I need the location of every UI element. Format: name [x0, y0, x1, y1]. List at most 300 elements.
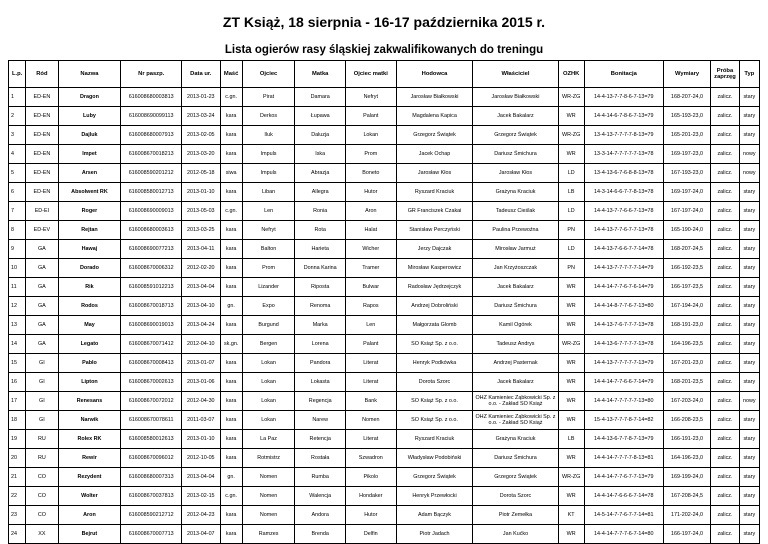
cell-hodowca: SO Książ Sp. z o.o. — [396, 411, 473, 430]
cell-ojciec-matki: Boneto — [345, 164, 396, 183]
cell-ozhk: WR — [558, 278, 584, 297]
cell-ozhk: WR-ZG — [558, 126, 584, 145]
cell-paszport: 616008690009013 — [121, 202, 182, 221]
cell-wlasciciel: Jacek Bakalarz — [473, 278, 558, 297]
cell-rod: GI — [26, 411, 58, 430]
cell-wlasciciel: OHZ Kamieniec Ząbkowicki Sp. z o.o. - Zakład SO Książ — [473, 392, 558, 411]
cell-proba: zalicz. — [711, 373, 739, 392]
col-header-typ: Typ — [739, 61, 759, 88]
cell-matka: Iska — [295, 145, 346, 164]
cell-matka: Riposta — [295, 278, 346, 297]
cell-data-ur: 2013-03-25 — [182, 221, 220, 240]
cell-wymiary: 167-197-24,0 — [663, 202, 711, 221]
cell-nazwa: Renesans — [58, 392, 121, 411]
cell-proba: zalicz. — [711, 354, 739, 373]
table-row — [9, 354, 760, 373]
cell-ojciec-matki: Bank — [345, 392, 396, 411]
cell-rod: ED-EN — [26, 107, 58, 126]
cell-nazwa: Hawaj — [58, 240, 121, 259]
cell-ojciec-matki: Szwadron — [345, 449, 396, 468]
cell-hodowca: Jacek Ochap — [396, 145, 473, 164]
cell-ojciec-matki: Palant — [345, 335, 396, 354]
cell-data-ur: 2013-05-03 — [182, 202, 220, 221]
cell-bonitacja: 14-4-14-7-7-7-6-7-14=80 — [584, 525, 663, 544]
cell-typ: stary — [739, 202, 759, 221]
cell-proba: zalicz. — [711, 335, 739, 354]
cell-bonitacja: 14-4-14-7-7-6-6-7-14=79 — [584, 373, 663, 392]
cell-wymiary: 166-192-23,5 — [663, 259, 711, 278]
cell-matka: Walencja — [295, 487, 346, 506]
cell-wymiary: 166-197-24,0 — [663, 525, 711, 544]
cell-matka: Abrazja — [295, 164, 346, 183]
cell-typ: stary — [739, 525, 759, 544]
cell-nazwa: Roger — [58, 202, 121, 221]
cell-typ: stary — [739, 430, 759, 449]
cell-nazwa: Absolwent RK — [58, 183, 121, 202]
cell-ojciec: Liban — [242, 183, 295, 202]
cell-ojciec: Expo — [242, 297, 295, 316]
cell-hodowca: Jarosław Białkowski — [396, 88, 473, 107]
cell-ojciec-matki: Halat — [345, 221, 396, 240]
cell-ojciec-matki: Lokan — [345, 126, 396, 145]
cell-typ: stary — [739, 373, 759, 392]
col-header-ojciec-matki: Ojciec matki — [345, 61, 396, 88]
cell-wymiary: 169-197-23,0 — [663, 145, 711, 164]
cell-data-ur: 2013-02-05 — [182, 126, 220, 145]
cell-matka: Retencja — [295, 430, 346, 449]
cell-ozhk: WR — [558, 411, 584, 430]
table-row — [9, 525, 760, 544]
cell-matka: Andora — [295, 506, 346, 525]
cell-wymiary: 171-202-24,0 — [663, 506, 711, 525]
cell-ojciec: Lokan — [242, 373, 295, 392]
cell-nazwa: Lipton — [58, 373, 121, 392]
cell-bonitacja: 14-4-14-7-6-6-6-7-14=78 — [584, 487, 663, 506]
cell-nazwa: Aron — [58, 506, 121, 525]
cell-hodowca: Piotr Jadach — [396, 525, 473, 544]
cell-wlasciciel: Andrzej Pasternak — [473, 354, 558, 373]
cell-hodowca: Ryszard Kraciuk — [396, 430, 473, 449]
cell-rod: GA — [26, 259, 58, 278]
col-header-wymiary: Wymiary — [663, 61, 711, 88]
cell-nazwa: Bejrut — [58, 525, 121, 544]
cell-typ: stary — [739, 335, 759, 354]
cell-wlasciciel: Grzegorz Świątek — [473, 126, 558, 145]
cell-proba: zalicz. — [711, 430, 739, 449]
cell-bonitacja: 14-5-14-7-7-6-7-7-14=81 — [584, 506, 663, 525]
cell-bonitacja: 14-4-13-7-7-6-7-7-13=78 — [584, 221, 663, 240]
cell-rod: GA — [26, 240, 58, 259]
cell-ojciec-matki: Palant — [345, 107, 396, 126]
cell-masc: kara — [220, 525, 242, 544]
cell-data-ur: 2012-04-30 — [182, 392, 220, 411]
cell-proba: zalicz. — [711, 107, 739, 126]
page-title: ZT Książ, 18 sierpnia - 16-17 października 2015 r. — [222, 14, 546, 30]
cell-paszport: 616008670006312 — [121, 259, 182, 278]
cell-masc: kara — [220, 316, 242, 335]
cell-wlasciciel: Piotr Zemełka — [473, 506, 558, 525]
cell-hodowca: Jarosław Kłos — [396, 164, 473, 183]
cell-matka: Lokasta — [295, 373, 346, 392]
cell-masc: gn. — [220, 468, 242, 487]
cell-wlasciciel: Dariusz Śmichura — [473, 297, 558, 316]
cell-paszport: 616008670018213 — [121, 145, 182, 164]
stallions-table — [8, 60, 760, 544]
cell-wymiary: 169-197-24,0 — [663, 183, 711, 202]
cell-data-ur: 2011-03-07 — [182, 411, 220, 430]
cell-rod: ED-EN — [26, 145, 58, 164]
cell-masc: c.gn. — [220, 487, 242, 506]
cell-matka: Rumba — [295, 468, 346, 487]
cell-lp: 3 — [9, 126, 26, 145]
cell-wlasciciel: Grażyna Kraciuk — [473, 183, 558, 202]
cell-data-ur: 2013-01-07 — [182, 354, 220, 373]
cell-wlasciciel: Jarosław Kłos — [473, 164, 558, 183]
table-row — [9, 278, 760, 297]
cell-nazwa: Arsen — [58, 164, 121, 183]
cell-ozhk: LB — [558, 183, 584, 202]
cell-data-ur: 2013-01-06 — [182, 373, 220, 392]
cell-wymiary: 168-207-24,0 — [663, 88, 711, 107]
cell-hodowca: Dorota Szorc — [396, 373, 473, 392]
cell-wlasciciel: Jan Kućko — [473, 525, 558, 544]
table-row — [9, 430, 760, 449]
cell-lp: 19 — [9, 430, 26, 449]
cell-hodowca: Jerzy Dajczak — [396, 240, 473, 259]
cell-rod: GA — [26, 335, 58, 354]
cell-typ: stary — [739, 354, 759, 373]
cell-bonitacja: 14-4-13-6-7-7-7-7-13=78 — [584, 335, 663, 354]
cell-wlasciciel: OHZ Kamieniec Ząbkowicki Sp. z o.o. - Zakład SO Książ — [473, 411, 558, 430]
cell-lp: 15 — [9, 354, 26, 373]
cell-wymiary: 164-196-23,0 — [663, 449, 711, 468]
cell-data-ur: 2013-03-24 — [182, 107, 220, 126]
cell-typ: stary — [739, 107, 759, 126]
col-header-paszport: Nr paszp. — [121, 61, 182, 88]
cell-ojciec: Derkos — [242, 107, 295, 126]
cell-typ: stary — [739, 88, 759, 107]
cell-data-ur: 2013-04-07 — [182, 525, 220, 544]
cell-data-ur: 2013-04-10 — [182, 297, 220, 316]
cell-ojciec-matki: Tramer — [345, 259, 396, 278]
cell-ojciec: Prom — [242, 259, 295, 278]
table-row — [9, 164, 760, 183]
cell-proba: zalicz. — [711, 259, 739, 278]
cell-nazwa: Pablo — [58, 354, 121, 373]
cell-paszport: 616008680007913 — [121, 126, 182, 145]
cell-hodowca: Henryk Przewłocki — [396, 487, 473, 506]
cell-ojciec-matki: Prom — [345, 145, 396, 164]
cell-wlasciciel: Dariusz Śmichura — [473, 449, 558, 468]
cell-data-ur: 2013-01-23 — [182, 88, 220, 107]
cell-masc: kara — [220, 430, 242, 449]
cell-ojciec-matki: Literat — [345, 430, 396, 449]
cell-masc: kara — [220, 183, 242, 202]
cell-proba: zalicz. — [711, 278, 739, 297]
cell-hodowca: SO Książ Sp. z o.o. — [396, 335, 473, 354]
cell-wlasciciel: Paulina Przewoźna — [473, 221, 558, 240]
cell-wymiary: 168-191-23,0 — [663, 316, 711, 335]
cell-wymiary: 169-199-24,0 — [663, 468, 711, 487]
cell-typ: stary — [739, 240, 759, 259]
cell-ojciec: Nefryt — [242, 221, 295, 240]
cell-wymiary: 167-194-24,0 — [663, 297, 711, 316]
cell-masc: c.gn. — [220, 202, 242, 221]
cell-typ: stary — [739, 221, 759, 240]
cell-rod: RU — [26, 449, 58, 468]
cell-masc: kara — [220, 240, 242, 259]
cell-nazwa: Rezydent — [58, 468, 121, 487]
cell-nazwa: Rodos — [58, 297, 121, 316]
cell-ojciec-matki: Literat — [345, 373, 396, 392]
cell-data-ur: 2013-01-10 — [182, 183, 220, 202]
cell-paszport: 616008680003813 — [121, 88, 182, 107]
cell-wlasciciel: Jan Krzyżoszczak — [473, 259, 558, 278]
cell-lp: 12 — [9, 297, 26, 316]
cell-bonitacja: 14-4-14-7-7-7-7-7-13=80 — [584, 392, 663, 411]
cell-ojciec-matki: Len — [345, 316, 396, 335]
cell-paszport: 616008670096012 — [121, 449, 182, 468]
col-header-lp: L.p. — [9, 61, 26, 88]
cell-paszport: 616008670072012 — [121, 392, 182, 411]
cell-bonitacja: 14-4-13-7-7-7-7-7-13=79 — [584, 354, 663, 373]
cell-paszport: 616008580012713 — [121, 183, 182, 202]
cell-lp: 1 — [9, 88, 26, 107]
cell-ozhk: LD — [558, 202, 584, 221]
cell-matka: Donna Karina — [295, 259, 346, 278]
cell-masc: kara — [220, 411, 242, 430]
cell-data-ur: 2012-02-20 — [182, 259, 220, 278]
cell-data-ur: 2013-04-04 — [182, 468, 220, 487]
cell-lp: 24 — [9, 525, 26, 544]
cell-nazwa: May — [58, 316, 121, 335]
cell-bonitacja: 14-4-14-6-7-8-6-7-13=79 — [584, 107, 663, 126]
cell-masc: kara — [220, 506, 242, 525]
cell-data-ur: 2012-05-18 — [182, 164, 220, 183]
cell-masc: c.gn. — [220, 88, 242, 107]
cell-masc: kara — [220, 449, 242, 468]
cell-bonitacja: 14-4-14-7-7-7-7-8-13=81 — [584, 449, 663, 468]
cell-typ: nowy — [739, 164, 759, 183]
cell-masc: kara — [220, 373, 242, 392]
cell-typ: stary — [739, 316, 759, 335]
table-row — [9, 221, 760, 240]
cell-wlasciciel: Jacek Bakalarz — [473, 107, 558, 126]
cell-hodowca: Mirosław Kasperowicz — [396, 259, 473, 278]
table-row — [9, 183, 760, 202]
cell-nazwa: Wolter — [58, 487, 121, 506]
col-header-nazwa: Nazwa — [58, 61, 121, 88]
cell-ojciec: Nomen — [242, 487, 295, 506]
cell-masc: kara — [220, 221, 242, 240]
col-header-data-ur: Data ur. — [182, 61, 220, 88]
cell-wymiary: 165-193-23,0 — [663, 107, 711, 126]
cell-wymiary: 166-208-23,5 — [663, 411, 711, 430]
cell-paszport: 616008690077213 — [121, 240, 182, 259]
cell-nazwa: Dorado — [58, 259, 121, 278]
cell-wymiary: 167-201-23,0 — [663, 354, 711, 373]
cell-wlasciciel: Tadeusz Cieślak — [473, 202, 558, 221]
cell-lp: 21 — [9, 468, 26, 487]
cell-wlasciciel: Jarosław Białkowski — [473, 88, 558, 107]
cell-matka: Łupawa — [295, 107, 346, 126]
cell-paszport: 616008670002613 — [121, 373, 182, 392]
cell-ozhk: LB — [558, 430, 584, 449]
cell-ozhk: WR — [558, 525, 584, 544]
table-row — [9, 506, 760, 525]
cell-paszport: 616008690019013 — [121, 316, 182, 335]
cell-bonitacja: 14-4-13-7-6-6-7-7-14=78 — [584, 240, 663, 259]
cell-proba: zalicz. — [711, 316, 739, 335]
cell-rod: RU — [26, 430, 58, 449]
cell-ojciec: Lokan — [242, 411, 295, 430]
cell-ojciec-matki: Hutor — [345, 506, 396, 525]
cell-ozhk: WR — [558, 487, 584, 506]
cell-ozhk: WR — [558, 297, 584, 316]
cell-ozhk: WR — [558, 145, 584, 164]
table-row — [9, 240, 760, 259]
cell-lp: 23 — [9, 506, 26, 525]
cell-lp: 7 — [9, 202, 26, 221]
cell-matka: Narew — [295, 411, 346, 430]
cell-nazwa: Rejtan — [58, 221, 121, 240]
cell-typ: nowy — [739, 145, 759, 164]
cell-lp: 6 — [9, 183, 26, 202]
cell-paszport: 616008690099113 — [121, 107, 182, 126]
cell-lp: 13 — [9, 316, 26, 335]
cell-proba: zalicz. — [711, 506, 739, 525]
table-row — [9, 145, 760, 164]
cell-proba: zalicz. — [711, 487, 739, 506]
cell-wlasciciel: Mirosław Jarmuż — [473, 240, 558, 259]
cell-typ: stary — [739, 506, 759, 525]
cell-paszport: 616008580012613 — [121, 430, 182, 449]
cell-ojciec-matki: Hutor — [345, 183, 396, 202]
cell-rod: ED-EV — [26, 221, 58, 240]
cell-ojciec: Iluk — [242, 126, 295, 145]
cell-data-ur: 2013-02-15 — [182, 487, 220, 506]
list-subtitle: Lista ogierów rasy śląskiej zakwalifikowanych do treningu — [224, 44, 544, 56]
cell-proba: zalicz. — [711, 240, 739, 259]
cell-wlasciciel: Grażyna Kraciuk — [473, 430, 558, 449]
cell-typ: stary — [739, 487, 759, 506]
cell-matka: Daluzja — [295, 126, 346, 145]
cell-rod: GI — [26, 373, 58, 392]
cell-ozhk: LD — [558, 164, 584, 183]
cell-proba: zalicz. — [711, 297, 739, 316]
cell-matka: Harieta — [295, 240, 346, 259]
cell-ojciec: Bergen — [242, 335, 295, 354]
cell-hodowca: Henryk Podkówka — [396, 354, 473, 373]
cell-hodowca: Adam Bączyk — [396, 506, 473, 525]
cell-ojciec: Impuls — [242, 145, 295, 164]
cell-paszport: 616008670007713 — [121, 525, 182, 544]
cell-wlasciciel: Tadeusz Andrys — [473, 335, 558, 354]
cell-proba: zalicz. — [711, 411, 739, 430]
cell-proba: zalicz. — [711, 202, 739, 221]
cell-nazwa: Dajluk — [58, 126, 121, 145]
cell-masc: gn. — [220, 297, 242, 316]
cell-masc: kara — [220, 145, 242, 164]
table-row — [9, 373, 760, 392]
cell-rod: ED-EI — [26, 202, 58, 221]
cell-masc: sk.gn. — [220, 335, 242, 354]
cell-bonitacja: 13-3-14-7-7-7-7-7-13=78 — [584, 145, 663, 164]
cell-ojciec: Len — [242, 202, 295, 221]
cell-wymiary: 167-193-23,0 — [663, 164, 711, 183]
cell-masc: kara — [220, 259, 242, 278]
cell-proba: zalicz. — [711, 145, 739, 164]
col-header-proba: Próba zaprzęg — [711, 61, 739, 88]
cell-hodowca: Radosław Jędrzejczyk — [396, 278, 473, 297]
cell-ozhk: WR-ZG — [558, 88, 584, 107]
cell-wlasciciel: Jacek Bakalarz — [473, 373, 558, 392]
cell-proba: zalicz. — [711, 392, 739, 411]
cell-wlasciciel: Dariusz Śmichura — [473, 145, 558, 164]
cell-rod: ED-EN — [26, 126, 58, 145]
cell-lp: 4 — [9, 145, 26, 164]
cell-wlasciciel: Dorota Szorc — [473, 487, 558, 506]
cell-ozhk: WR — [558, 107, 584, 126]
cell-rod: GA — [26, 278, 58, 297]
cell-lp: 8 — [9, 221, 26, 240]
cell-ojciec: Pirat — [242, 88, 295, 107]
cell-bonitacja: 14-4-14-7-7-6-7-7-13=79 — [584, 468, 663, 487]
cell-typ: stary — [739, 297, 759, 316]
cell-ojciec: Ramzes — [242, 525, 295, 544]
cell-lp: 17 — [9, 392, 26, 411]
cell-wymiary: 168-207-24,5 — [663, 240, 711, 259]
cell-bonitacja: 14-4-13-6-7-7-8-7-13=79 — [584, 430, 663, 449]
cell-typ: stary — [739, 468, 759, 487]
cell-bonitacja: 13-4-13-7-7-7-7-8-13=79 — [584, 126, 663, 145]
cell-typ: nowy — [739, 392, 759, 411]
cell-paszport: 616008670018713 — [121, 297, 182, 316]
cell-nazwa: Rik — [58, 278, 121, 297]
cell-paszport: 616008591012213 — [121, 278, 182, 297]
cell-ojciec-matki: Wicher — [345, 240, 396, 259]
cell-wymiary: 168-201-23,5 — [663, 373, 711, 392]
cell-bonitacja: 15-4-13-7-7-7-8-7-14=82 — [584, 411, 663, 430]
cell-lp: 9 — [9, 240, 26, 259]
cell-wymiary: 165-201-23,0 — [663, 126, 711, 145]
cell-ozhk: WR — [558, 392, 584, 411]
cell-paszport: 616008670071412 — [121, 335, 182, 354]
cell-lp: 14 — [9, 335, 26, 354]
cell-rod: XX — [26, 525, 58, 544]
cell-ojciec-matki: Bulwar — [345, 278, 396, 297]
cell-ojciec-matki: Nomen — [345, 411, 396, 430]
cell-lp: 20 — [9, 449, 26, 468]
cell-hodowca: Grzegorz Świątek — [396, 468, 473, 487]
cell-lp: 10 — [9, 259, 26, 278]
col-header-hodowca: Hodowca — [396, 61, 473, 88]
cell-paszport: 616008680003613 — [121, 221, 182, 240]
col-header-matka: Matka — [295, 61, 346, 88]
cell-bonitacja: 14-4-13-7-7-8-6-7-13=79 — [584, 88, 663, 107]
table-row — [9, 335, 760, 354]
cell-lp: 11 — [9, 278, 26, 297]
cell-ojciec: La Paz — [242, 430, 295, 449]
cell-hodowca: Stanisław Perczyński — [396, 221, 473, 240]
cell-hodowca: Małgorzata Glomb — [396, 316, 473, 335]
cell-wlasciciel: Grzegorz Świątek — [473, 468, 558, 487]
cell-proba: zalicz. — [711, 525, 739, 544]
cell-ozhk: WR-ZG — [558, 468, 584, 487]
col-header-bonitacja: Bonitacja — [584, 61, 663, 88]
cell-lp: 5 — [9, 164, 26, 183]
cell-matka: Regencja — [295, 392, 346, 411]
